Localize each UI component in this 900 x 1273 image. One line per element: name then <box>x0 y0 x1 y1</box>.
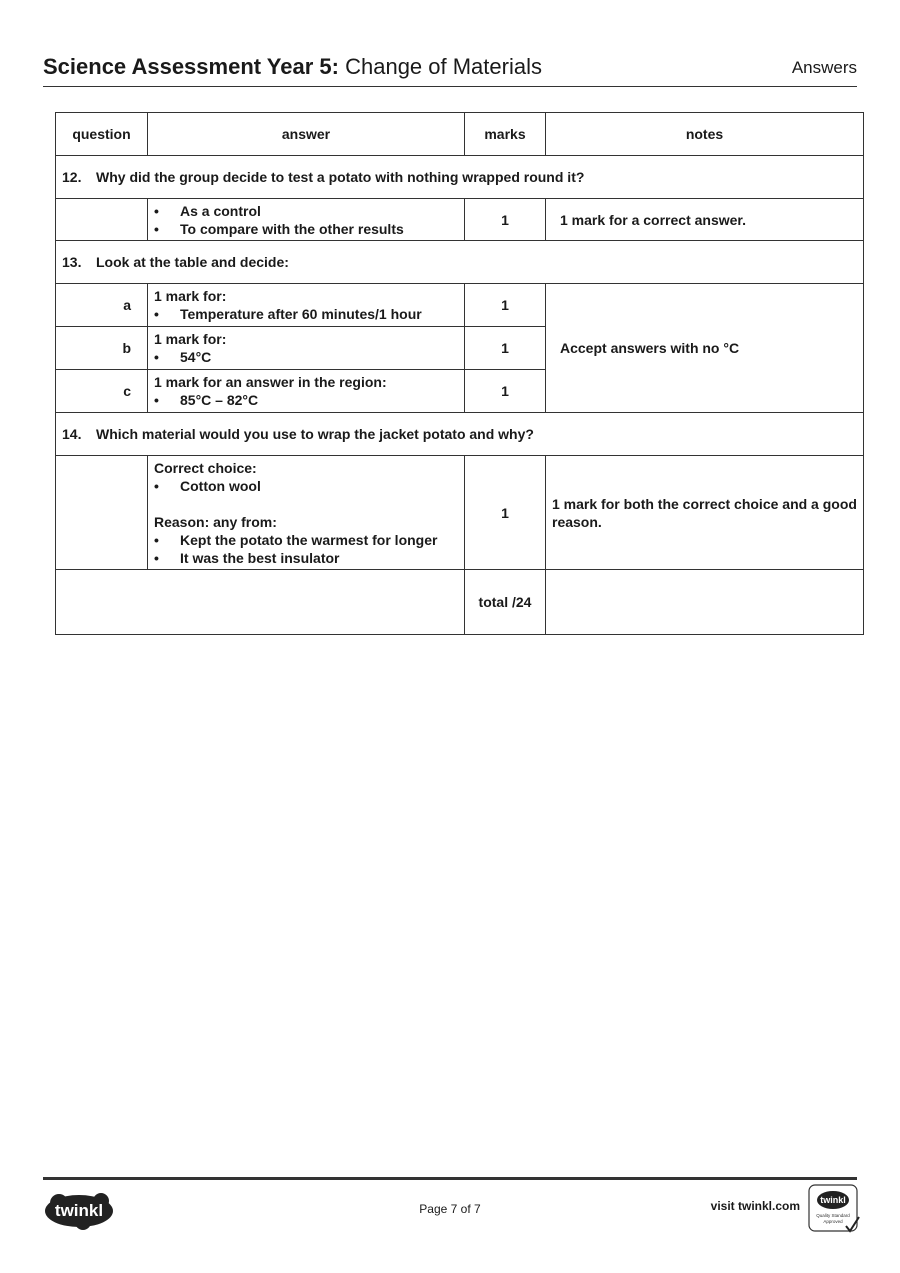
question-text: Look at the table and decide: <box>96 254 289 270</box>
part-letter-a: a <box>56 284 148 327</box>
page-header <box>43 52 857 87</box>
answers-table <box>55 112 864 635</box>
answer-14-cell <box>148 456 465 570</box>
marks-13a: 1 <box>465 284 546 327</box>
table-header-row <box>56 113 864 156</box>
question-number: 13. <box>62 254 82 270</box>
question-number: 12. <box>62 169 82 185</box>
question-text: Why did the group decide to test a potato with nothing wrapped round it? <box>96 169 585 185</box>
question-12-text <box>56 156 864 199</box>
answer-13a-cell <box>148 284 465 327</box>
part-letter-c: c <box>56 370 148 413</box>
badge-text: twinkl <box>820 1195 846 1205</box>
question-14-text <box>56 413 864 456</box>
title-bold: Science Assessment Year 5: <box>43 54 339 79</box>
list-item: • Kept the potato the warmest for longer <box>154 531 458 549</box>
choice-label: Correct choice: <box>154 459 257 476</box>
total-marks: total /24 <box>465 570 546 635</box>
title-subject: Change of Materials <box>345 54 542 79</box>
marks-13c: 1 <box>465 370 546 413</box>
empty-cell <box>546 570 864 635</box>
header-notes: notes <box>546 113 864 156</box>
answer-13c-cell <box>148 370 465 413</box>
question-14-row <box>56 413 864 456</box>
answer-14-row <box>56 456 864 570</box>
page-number: Page 7 of 7 <box>419 1202 481 1216</box>
answer-13a-row <box>56 284 864 327</box>
list-item: • 54°C <box>154 348 458 366</box>
header-question: question <box>56 113 148 156</box>
notes-12: 1 mark for a correct answer. <box>546 199 864 241</box>
list-item: • 85°C – 82°C <box>154 391 458 409</box>
list-item: • As a control <box>154 202 458 220</box>
reason-label: Reason: any from: <box>154 513 277 530</box>
empty-cell <box>56 456 148 570</box>
header-marks: marks <box>465 113 546 156</box>
page-title <box>43 54 542 80</box>
marks-12: 1 <box>465 199 546 241</box>
header-answer: answer <box>148 113 465 156</box>
question-text: Which material would you use to wrap the jacket potato and why? <box>96 426 534 442</box>
list-item: • To compare with the other results <box>154 220 458 238</box>
question-12-row <box>56 156 864 199</box>
visit-link[interactable]: visit twinkl.com <box>710 1199 800 1213</box>
empty-cell <box>56 570 465 635</box>
empty-cell <box>56 199 148 241</box>
marks-14: 1 <box>465 456 546 570</box>
badge-line-1: Quality Standard <box>816 1213 850 1218</box>
notes-14: 1 mark for both the correct choice and a good reason. <box>546 456 864 570</box>
answer-intro: 1 mark for: <box>154 288 227 304</box>
question-number: 14. <box>62 426 82 442</box>
answer-12-cell <box>148 199 465 241</box>
total-row <box>56 570 864 635</box>
part-letter-b: b <box>56 327 148 370</box>
answer-intro: 1 mark for: <box>154 331 227 347</box>
question-13-text <box>56 241 864 284</box>
question-13-row <box>56 241 864 284</box>
badge-line-2: Approved <box>823 1219 843 1224</box>
notes-13: Accept answers with no °C <box>546 284 864 413</box>
answer-13b-cell <box>148 327 465 370</box>
answer-12-row <box>56 199 864 241</box>
list-item: • Temperature after 60 minutes/1 hour <box>154 305 458 323</box>
quality-badge <box>808 1184 860 1234</box>
list-item: • Cotton wool <box>154 477 458 495</box>
logo-text: twinkl <box>54 1201 104 1220</box>
answer-intro: 1 mark for an answer in the region: <box>154 374 387 390</box>
answers-label: Answers <box>791 58 857 77</box>
list-item: • It was the best insulator <box>154 549 458 567</box>
footer-divider <box>43 1177 857 1180</box>
marks-13b: 1 <box>465 327 546 370</box>
